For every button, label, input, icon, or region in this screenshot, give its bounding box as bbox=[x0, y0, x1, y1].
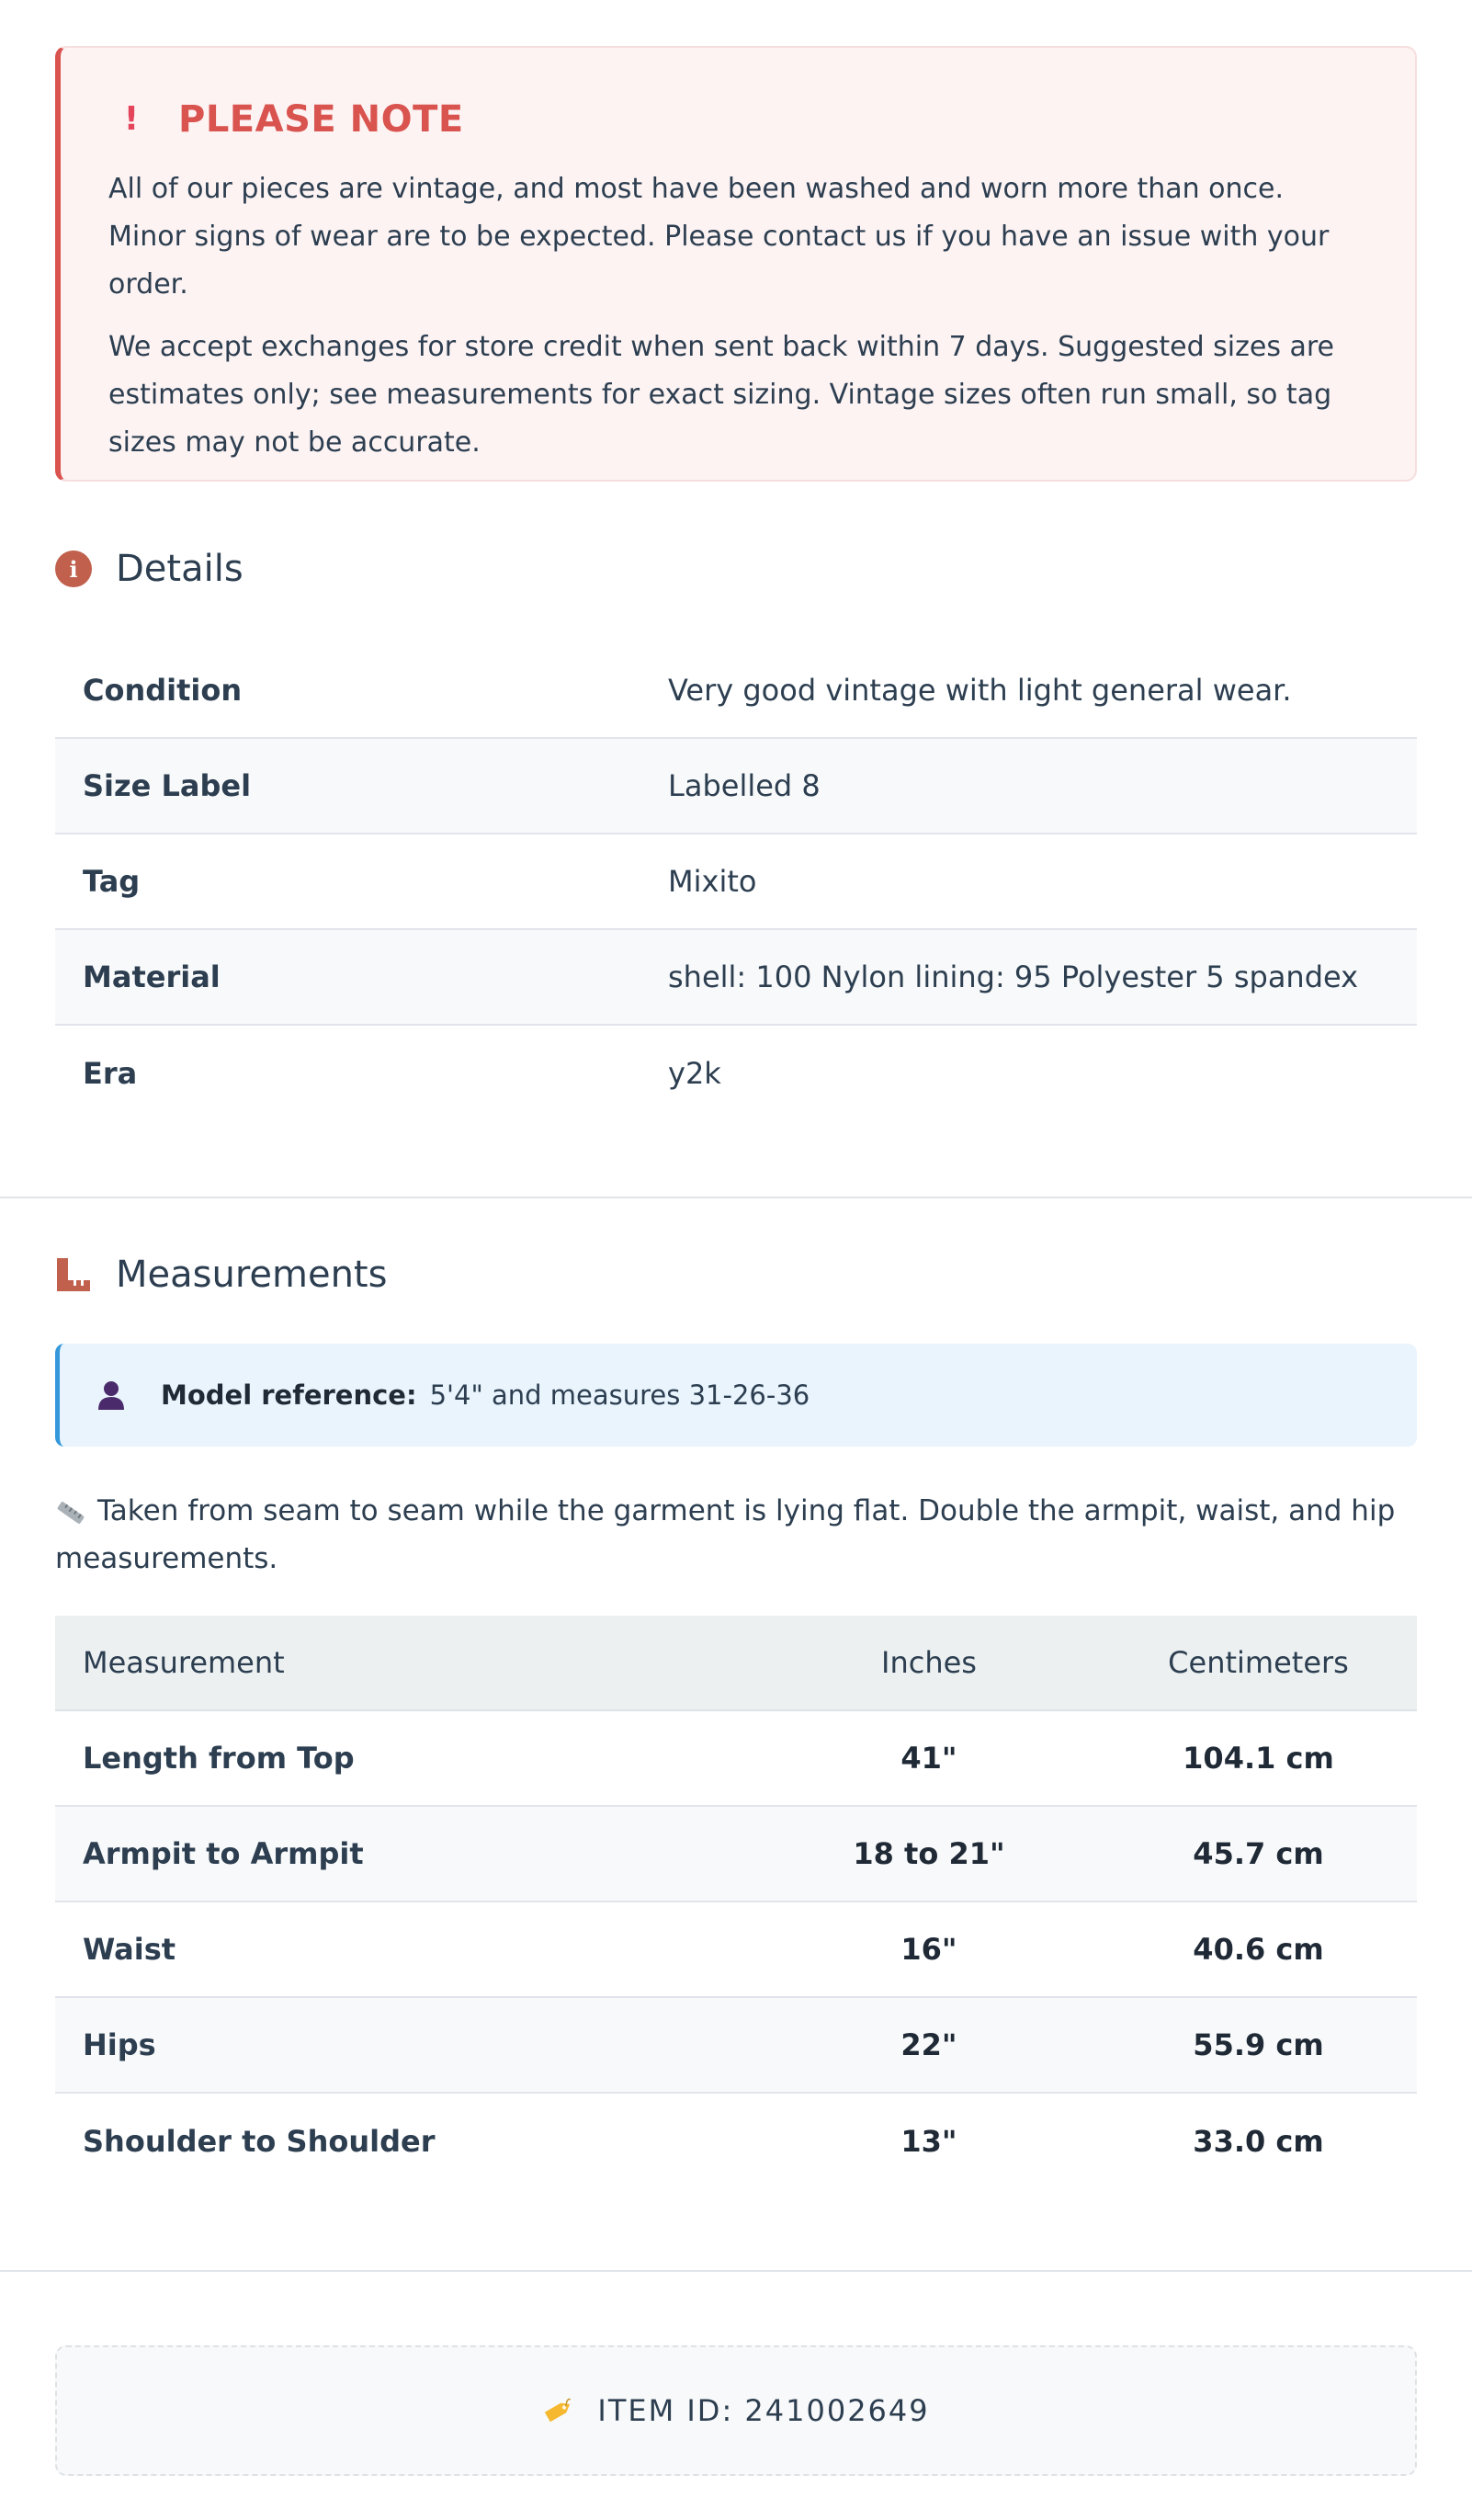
table-row bbox=[55, 1711, 1417, 1807]
measurement-cm: 55.9 cm bbox=[1193, 2027, 1324, 2062]
ruler-icon bbox=[55, 1502, 86, 1524]
person-icon bbox=[95, 1379, 128, 1412]
details-row bbox=[55, 643, 1417, 739]
ruler-icon bbox=[55, 1256, 92, 1293]
please-note-notice bbox=[55, 46, 1417, 482]
info-icon: i bbox=[55, 551, 92, 587]
notice-paragraph: All of our pieces are vintage, and most have been washed and worn more than once. Minor signs of wear are to be expected. Please contact us if you have an issue with your order. bbox=[108, 173, 1330, 301]
column-header: Centimeters bbox=[1168, 1645, 1349, 1680]
table-row bbox=[55, 1807, 1417, 1902]
model-reference-label: Model reference: bbox=[161, 1379, 417, 1411]
notice-header bbox=[108, 99, 1367, 140]
details-row bbox=[55, 834, 1417, 930]
measurement-cm: 40.6 cm bbox=[1193, 1932, 1324, 1967]
measurement-name: Hips bbox=[83, 2027, 156, 2062]
section-divider bbox=[0, 1197, 1472, 1198]
details-row bbox=[55, 930, 1417, 1026]
details-title: Details bbox=[116, 548, 243, 590]
table-header-row bbox=[55, 1616, 1417, 1711]
measurement-cm: 104.1 cm bbox=[1183, 1741, 1334, 1776]
table-row bbox=[55, 2094, 1417, 2189]
notice-paragraph: We accept exchanges for store credit when sent back within 7 days. Suggested sizes are estimates only; see measurements for exact sizing. Vintage sizes often run small, so tag sizes may not be accurate. bbox=[108, 331, 1335, 459]
details-row-value: Very good vintage with light general wear. bbox=[668, 673, 1292, 708]
measurement-name: Shoulder to Shoulder bbox=[83, 2124, 436, 2159]
measurement-inches: 16" bbox=[900, 1932, 957, 1967]
measurement-name: Armpit to Armpit bbox=[83, 1836, 364, 1871]
details-row-value: y2k bbox=[668, 1056, 721, 1091]
exclamation-icon: ! bbox=[123, 100, 140, 138]
measurement-inches: 13" bbox=[900, 2124, 957, 2159]
item-id-box bbox=[55, 2345, 1417, 2476]
details-row-value: Labelled 8 bbox=[668, 768, 821, 803]
table-row bbox=[55, 1998, 1417, 2094]
notice-title: PLEASE NOTE bbox=[178, 98, 464, 141]
measurement-inches: 41" bbox=[900, 1741, 957, 1776]
table-row bbox=[55, 1902, 1417, 1998]
measurement-note bbox=[55, 1487, 1417, 1583]
details-heading bbox=[55, 548, 243, 590]
measurements-table bbox=[55, 1616, 1417, 2189]
measurement-cm: 45.7 cm bbox=[1193, 1836, 1324, 1871]
details-row-label: Condition bbox=[83, 673, 243, 708]
details-row-label: Tag bbox=[83, 864, 141, 899]
section-divider bbox=[0, 2270, 1472, 2272]
model-reference-callout bbox=[55, 1344, 1417, 1447]
column-header: Inches bbox=[881, 1645, 977, 1680]
measurement-cm: 33.0 cm bbox=[1193, 2124, 1324, 2159]
measurement-inches: 18 to 21" bbox=[853, 1836, 1005, 1871]
measurement-name: Length from Top bbox=[83, 1741, 355, 1776]
details-table bbox=[55, 643, 1417, 1121]
details-row-value: shell: 100 Nylon lining: 95 Polyester 5 spandex bbox=[668, 959, 1359, 994]
item-id-text: ITEM ID: 241002649 bbox=[597, 2393, 930, 2428]
tag-icon bbox=[542, 2394, 575, 2427]
measurement-name: Waist bbox=[83, 1932, 176, 1967]
details-row bbox=[55, 1026, 1417, 1121]
measurement-inches: 22" bbox=[900, 2027, 957, 2062]
measurement-note-text: Taken from seam to seam while the garment is lying flat. Double the armpit, waist, and hip measurements. bbox=[55, 1494, 1396, 1575]
details-row bbox=[55, 739, 1417, 834]
measurements-heading bbox=[55, 1254, 387, 1296]
column-header: Measurement bbox=[83, 1645, 285, 1680]
details-row-value: Mixito bbox=[668, 864, 757, 899]
measurements-title: Measurements bbox=[116, 1254, 388, 1296]
details-row-label: Material bbox=[83, 959, 221, 994]
details-row-label: Size Label bbox=[83, 768, 252, 803]
model-reference-value: 5'4" and measures 31-26-36 bbox=[429, 1379, 810, 1411]
details-row-label: Era bbox=[83, 1056, 138, 1091]
